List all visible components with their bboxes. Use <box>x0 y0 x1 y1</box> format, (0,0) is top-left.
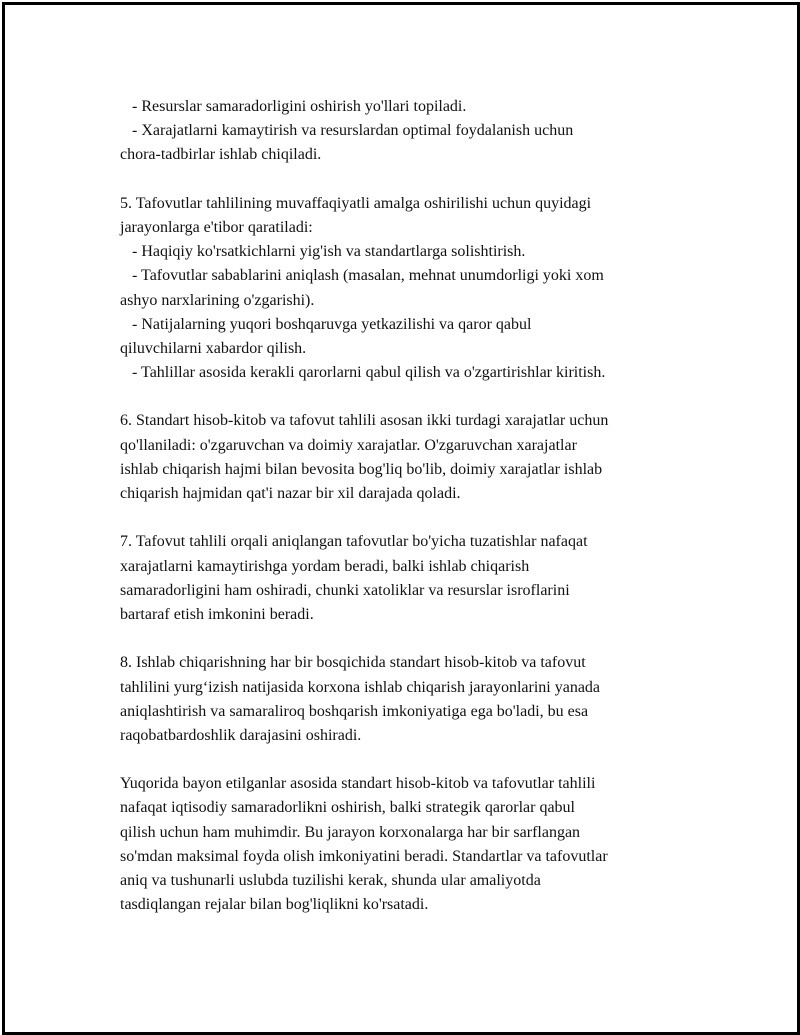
text-line: - Resurslar samaradorligini oshirish yo'llari topiladi. <box>120 98 467 115</box>
page-frame <box>2 2 800 1035</box>
paragraph-spacer <box>120 627 720 651</box>
text-line: 6. Standart hisob-kitob va tafovut tahlili asosan ikki turdagi xarajatlar uchun <box>120 412 609 430</box>
text-line: Yuqorida bayon etilganlar asosida standart hisob-kitob va tafovutlar tahlili <box>120 775 596 793</box>
text-line: bartaraf etish imkonini beradi. <box>120 605 314 623</box>
text-line: tasdiqlangan rejalar bilan bog'liqlikni ko'rsatadi. <box>120 896 429 914</box>
text-line: aniq va tushunarli uslubda tuzilishi kerak, shunda ular amaliyotda <box>120 872 541 889</box>
text-line: aniqlashtirish va samaraliroq boshqarish imkoniyatiga ega bo'ladi, bu esa <box>120 702 589 720</box>
text-line: jarayonlarga e'tibor qaratiladi: <box>120 218 313 236</box>
conclusion-paragraph <box>120 772 720 917</box>
bullet-continuation-block <box>120 95 720 168</box>
paragraph-8 <box>120 651 720 748</box>
text-line: - Tafovutlar sabablarini aniqlash (masalan, mehnat unumdorligi yoki xom <box>120 267 604 285</box>
text-line: qiluvchilarni xabardor qilish. <box>120 339 307 357</box>
text-line: so'mdan maksimal foyda olish imkoniyatini beradi. Standartlar va tafovutlar <box>120 847 608 865</box>
paragraph-spacer <box>120 748 720 772</box>
paragraph-spacer <box>120 385 720 409</box>
text-line: - Haqiqiy ko'rsatkichlarni yig'ish va standartlarga solishtirish. <box>120 243 526 261</box>
text-line: 7. Tafovut tahlili orqali aniqlangan tafovutlar bo'yicha tuzatishlar nafaqat <box>120 533 588 551</box>
text-line: - Tahlillar asosida kerakli qarorlarni qabul qilish va o'zgartirishlar kiritish. <box>120 364 606 382</box>
text-line: - Xarajatlarni kamaytirish va resurslardan optimal foydalanish uchun <box>120 122 574 140</box>
paragraph-spacer <box>120 168 720 192</box>
text-line: raqobatbardoshlik darajasini oshiradi. <box>120 726 362 744</box>
paragraph-5 <box>120 192 720 386</box>
document-body <box>120 95 720 917</box>
paragraph-spacer <box>120 506 720 530</box>
text-line: 8. Ishlab chiqarishning har bir bosqichida standart hisob-kitob va tafovut <box>120 654 586 672</box>
text-line: samaradorligini ham oshiradi, chunki xatoliklar va resurslar isroflarini <box>120 581 570 599</box>
text-line: chiqarish hajmidan qat'i nazar bir xil darajada qoladi. <box>120 485 461 502</box>
text-line: nafaqat iqtisodiy samaradorlikni oshirish, balki strategik qarorlar qabul <box>120 799 575 817</box>
text-line: ashyo narxlarining o'zgarishi). <box>120 291 315 309</box>
paragraph-7 <box>120 530 720 627</box>
text-line: qilish uchun ham muhimdir. Bu jarayon korxonalarga har bir sarflangan <box>120 823 581 841</box>
paragraph-6 <box>120 409 720 506</box>
text-line: xarajatlarni kamaytirishga yordam beradi, balki ishlab chiqarish <box>120 557 530 575</box>
text-line: chora-tadbirlar ishlab chiqiladi. <box>120 146 322 164</box>
text-line: qo'llaniladi: o'zgaruvchan va doimiy xarajatlar. O'zgaruvchan xarajatlar <box>120 436 577 454</box>
text-line: tahlilini yurg‘izish natijasida korxona ishlab chiqarish jarayonlarini yanada <box>120 678 601 696</box>
text-line: 5. Tafovutlar tahlilining muvaffaqiyatli amalga oshirilishi uchun quyidagi <box>120 194 592 212</box>
text-line: - Natijalarning yuqori boshqaruvga yetkazilishi va qaror qabul <box>120 315 532 333</box>
text-line: ishlab chiqarish hajmi bilan bevosita bog'liq bo'lib, doimiy xarajatlar ishlab <box>120 460 603 478</box>
